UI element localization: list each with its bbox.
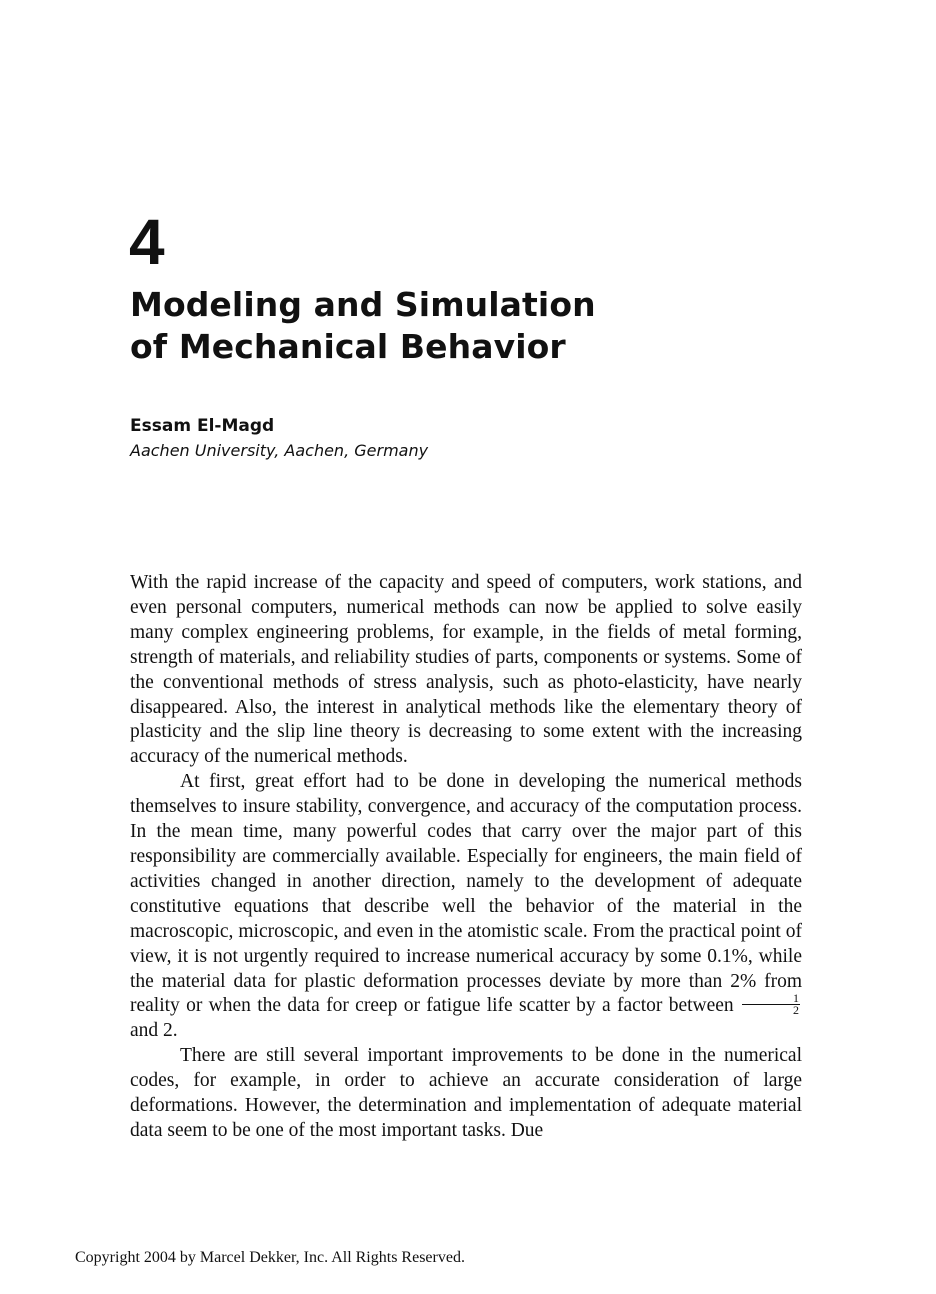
- fraction-denominator: 2: [793, 1003, 799, 1018]
- copyright-footer: Copyright 2004 by Marcel Dekker, Inc. All Rights Reserved.: [75, 1249, 465, 1266]
- chapter-title-line-2: of Mechanical Behavior: [130, 327, 566, 366]
- paragraph-2-end: and 2.: [130, 1020, 178, 1042]
- chapter-number: 4: [129, 206, 165, 278]
- author-affiliation: Aachen University, Aachen, Germany: [130, 441, 429, 460]
- paragraph-2: [130, 770, 802, 1044]
- paragraph-2-text: At first, great effort had to be done in developing the numerical methods themselves to insure stability, convergence, and accuracy of the computation process. In the mean time, many powerful codes that carry over the major part of this responsibility are commercially available. Especially for engineers, the main field of activities changed in another direction, namely to the development of adequate constitutive equations that describe well the behavior of the material in the macroscopic, microscopic, and even in the atomistic scale. From the practical point of view, it is not urgently required to increase numerical accuracy by some 0.1%, while the material data for plastic deformation processes deviate by more than 2% from reality or when the data for creep or fatigue life scatter by a factor between: [130, 771, 802, 1017]
- one-half-fraction: [742, 993, 800, 1016]
- fraction-numerator: 1: [742, 993, 800, 1005]
- body-text: [130, 571, 802, 1144]
- paragraph-1: With the rapid increase of the capacity and speed of computers, work stations, and even personal computers, numerical methods can now be applied to solve easily many complex engineering problems, for example, in the fields of metal forming, strength of materials, and reliability studies of parts, components or systems. Some of the conventional methods of stress analysis, such as photo-elasticity, have nearly disappeared. Also, the interest in analytical methods like the elementary theory of plasticity and the slip line theory is decreasing to some extent with the increasing accuracy of the numerical methods.: [130, 572, 802, 768]
- author-name: Essam El-Magd: [130, 416, 275, 436]
- chapter-title-line-1: Modeling and Simulation: [130, 285, 596, 324]
- chapter-title: [130, 284, 810, 368]
- paragraph-3: There are still several important improvements to be done in the numerical codes, for example, in order to achieve an accurate consideration of large deformations. However, the determination and implementation of adequate material data seem to be one of the most important tasks. Due: [130, 1045, 802, 1141]
